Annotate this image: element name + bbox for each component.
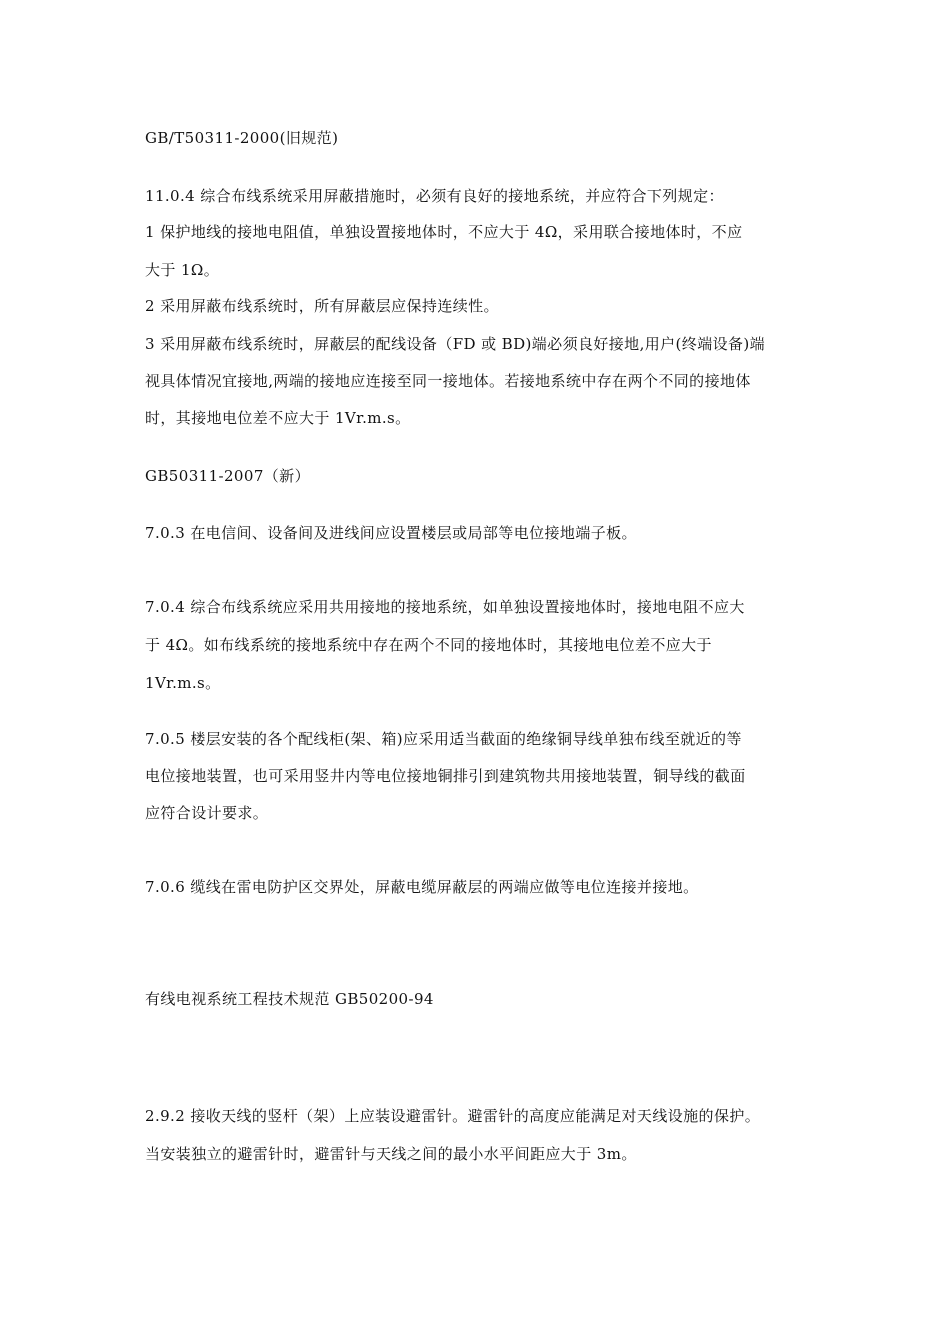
clause-2-9-2-line: 当安装独立的避雷针时，避雷针与天线之间的最小水平间距应大于 3m。	[145, 1145, 637, 1163]
clause-7-0-3: 7.0.3 在电信间、设备间及进线间应设置楼层或局部等电位接地端子板。	[145, 524, 637, 542]
clause-11-0-4-item3-line: 3 采用屏蔽布线系统时，屏蔽层的配线设备（FD 或 BD)端必须良好接地,用户(终端设备)端	[145, 335, 766, 353]
clause-7-0-5-line: 7.0.5 楼层安装的各个配线柜(架、箱)应采用适当截面的绝缘铜导线单独布线至就近的等	[145, 730, 742, 748]
old-standard-heading: GB/T50311-2000(旧规范)	[145, 129, 339, 147]
clause-7-0-5-line: 电位接地装置，也可采用竖井内等电位接地铜排引到建筑物共用接地装置，铜导线的截面	[145, 767, 746, 785]
clause-11-0-4-item2: 2 采用屏蔽布线系统时，所有屏蔽层应保持连续性。	[145, 297, 499, 315]
clause-7-0-6: 7.0.6 缆线在雷电防护区交界处，屏蔽电缆屏蔽层的两端应做等电位连接并接地。	[145, 878, 699, 896]
clause-11-0-4-item3-line: 时，其接地电位差不应大于 1Vr.m.s。	[145, 409, 411, 427]
clause-7-0-4-line: 1Vr.m.s。	[145, 674, 221, 692]
clause-11-0-4-item1-line: 1 保护地线的接地电阻值，单独设置接地体时，不应大于 4Ω，采用联合接地体时，不应	[145, 223, 743, 241]
clause-2-9-2-line: 2.9.2 接收天线的竖杆（架）上应装设避雷针。避雷针的高度应能满足对天线设施的保护。	[145, 1107, 761, 1125]
clause-11-0-4-item3-line: 视具体情况宜接地,两端的接地应连接至同一接地体。若接地系统中存在两个不同的接地体	[145, 372, 751, 390]
clause-11-0-4-line: 11.0.4 综合布线系统采用屏蔽措施时，必须有良好的接地系统，并应符合下列规定：	[145, 187, 724, 205]
clause-7-0-4-line: 7.0.4 综合布线系统应采用共用接地的接地系统，如单独设置接地体时，接地电阻不应大	[145, 598, 745, 616]
clause-11-0-4-item1-line: 大于 1Ω。	[145, 261, 220, 279]
clause-7-0-5-line: 应符合设计要求。	[145, 804, 269, 822]
catv-standard-heading: 有线电视系统工程技术规范 GB50200-94	[145, 990, 434, 1008]
clause-7-0-4-line: 于 4Ω。如布线系统的接地系统中存在两个不同的接地体时，其接地电位差不应大于	[145, 636, 712, 654]
new-standard-heading: GB50311-2007（新）	[145, 467, 310, 485]
